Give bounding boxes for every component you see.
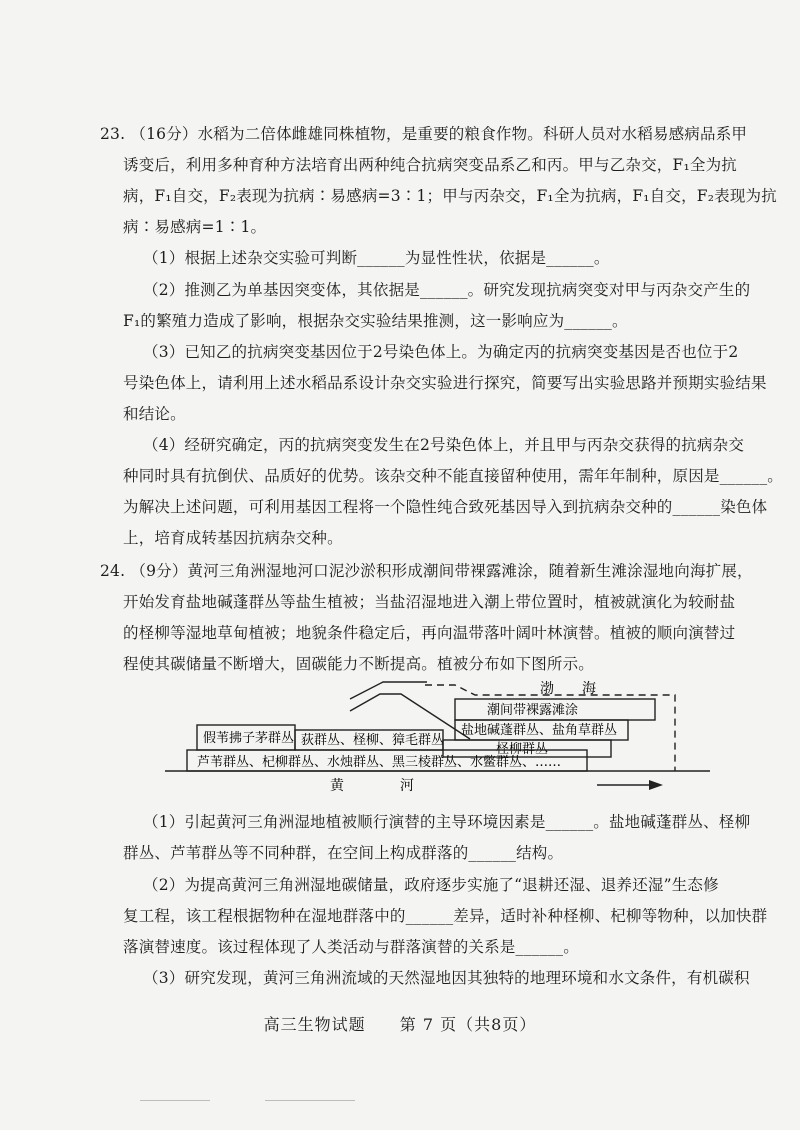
- q23-line-4: 病∶易感病=1∶1。: [123, 218, 267, 236]
- q23-sub-2: （2）推测乙为单基因突变体，其依据是______。研究发现抗病突变对甲与丙杂交产生的: [143, 281, 751, 299]
- upper-slope-line: [350, 682, 427, 699]
- q24-line-1: 24. （9分）黄河三角洲湿地河口泥沙淤积形成潮间带裸露滩涂，随着新生滩涂湿地向海扩展，: [100, 562, 753, 580]
- bottom-rule-left: [140, 1100, 210, 1101]
- q23-line-3: 病，F₁自交，F₂表现为抗病∶易感病=3∶1；甲与丙杂交，F₁全为抗病，F₁自交，F₂表现为抗: [123, 187, 777, 205]
- vegetation-diagram: [165, 677, 710, 802]
- river-arrow-head: [649, 780, 663, 790]
- sea-label: 渤 海: [540, 681, 596, 697]
- q23-line-2: 诱变后，利用多种育种方法培育出两种纯合抗病突变品系乙和丙。甲与乙杂交，F₁全为抗: [123, 156, 737, 174]
- q24-line-4: 程使其碳储量不断增大，固碳能力不断提高。植被分布如下图所示。: [123, 655, 595, 673]
- river-label: 黄 河: [330, 778, 414, 794]
- q24-line-2: 开始发育盐地碱蓬群丛等盐生植被；当盐沼湿地进入潮上带位置时，植被就演化为较耐盐: [123, 593, 736, 611]
- q23-sub-3-cont-2: 和结论。: [123, 405, 186, 423]
- q24-sub-2-cont-2: 落演替速度。该过程体现了人类活动与群落演替的关系是______。: [123, 938, 579, 956]
- q24-sub-1-cont: 群丛、芦苇群丛等不同种群，在空间上构成群落的______结构。: [123, 844, 564, 862]
- tidal-flat-label: 潮间带裸露滩涂: [487, 703, 579, 718]
- q24-sub-2-cont-1: 复工程，该工程根据物种在湿地群落中的______差异，适时补种柽柳、杞柳等物种，以加快群: [123, 907, 768, 925]
- q23-line-1: 23. （16分）水稻为二倍体雌雄同株植物，是重要的粮食作物。科研人员对水稻易感病品系甲: [100, 125, 748, 143]
- reed-label: 芦苇群丛、杞柳群丛、水烛群丛、黑三棱群丛、水鳖群丛、……: [197, 755, 562, 770]
- q23-sub-3: （3）已知乙的抗病突变基因位于2号染色体上。为确定丙的抗病突变基因是否也位于2: [143, 343, 739, 361]
- footer-subject: 高三生物试题: [263, 1015, 366, 1034]
- tamarix-label: 柽柳群丛: [496, 742, 549, 757]
- q24-sub-1: （1）引起黄河三角洲湿地植被顺行演替的主导环境因素是______。盐地碱蓬群丛、柽柳: [143, 813, 751, 831]
- suaeda-label: 盐地碱蓬群丛、盐角草群丛: [461, 723, 618, 738]
- q23-sub-1: （1）根据上述杂交实验可判断______为显性性状，依据是______。: [143, 249, 610, 267]
- q24-sub-3: （3）研究发现，黄河三角洲流域的天然湿地因其独特的地理环境和水文条件，有机碳积: [143, 969, 750, 987]
- q23-sub-2-cont: F₁的繁殖力造成了影响，根据杂交实验结果推测，这一影响应为______。: [123, 312, 628, 330]
- q23-sub-4-cont-1: 种同时具有抗倒伏、品质好的优势。该杂交种不能直接留种使用，需年年制种，原因是______。: [123, 467, 784, 485]
- bottom-rule-right: [265, 1100, 355, 1101]
- q23-sub-4-cont-3: 上，培育成转基因抗病杂交种。: [123, 529, 343, 547]
- q23-sub-4: （4）经研究确定，丙的抗病突变发生在2号染色体上，并且甲与丙杂交获得的抗病杂交: [143, 436, 745, 454]
- page-footer: [0, 1012, 800, 1035]
- footer-page-number: 第 7 页（共8页）: [399, 1015, 537, 1034]
- q23-sub-3-cont-1: 号染色体上，请利用上述水稻品系设计杂交实验进行探究，简要写出实验思路并预期实验结果: [123, 374, 767, 392]
- middle-label: 荻群丛、柽柳、獐毛群丛: [301, 733, 445, 748]
- imperata-label: 假苇拂子茅群丛: [203, 731, 295, 746]
- q23-sub-4-cont-2: 为解决上述问题，可利用基因工程将一个隐性纯合致死基因导入到抗病杂交种的______染色体: [123, 498, 768, 516]
- q24-line-3: 的柽柳等湿地草甸植被；地貌条件稳定后，再向温带落叶阔叶林演替。植被的顺向演替过: [123, 624, 736, 642]
- q24-sub-2: （2）为提高黄河三角洲湿地碳储量，政府逐步实施了“退耕还湿、退养还湿”生态修: [143, 876, 719, 894]
